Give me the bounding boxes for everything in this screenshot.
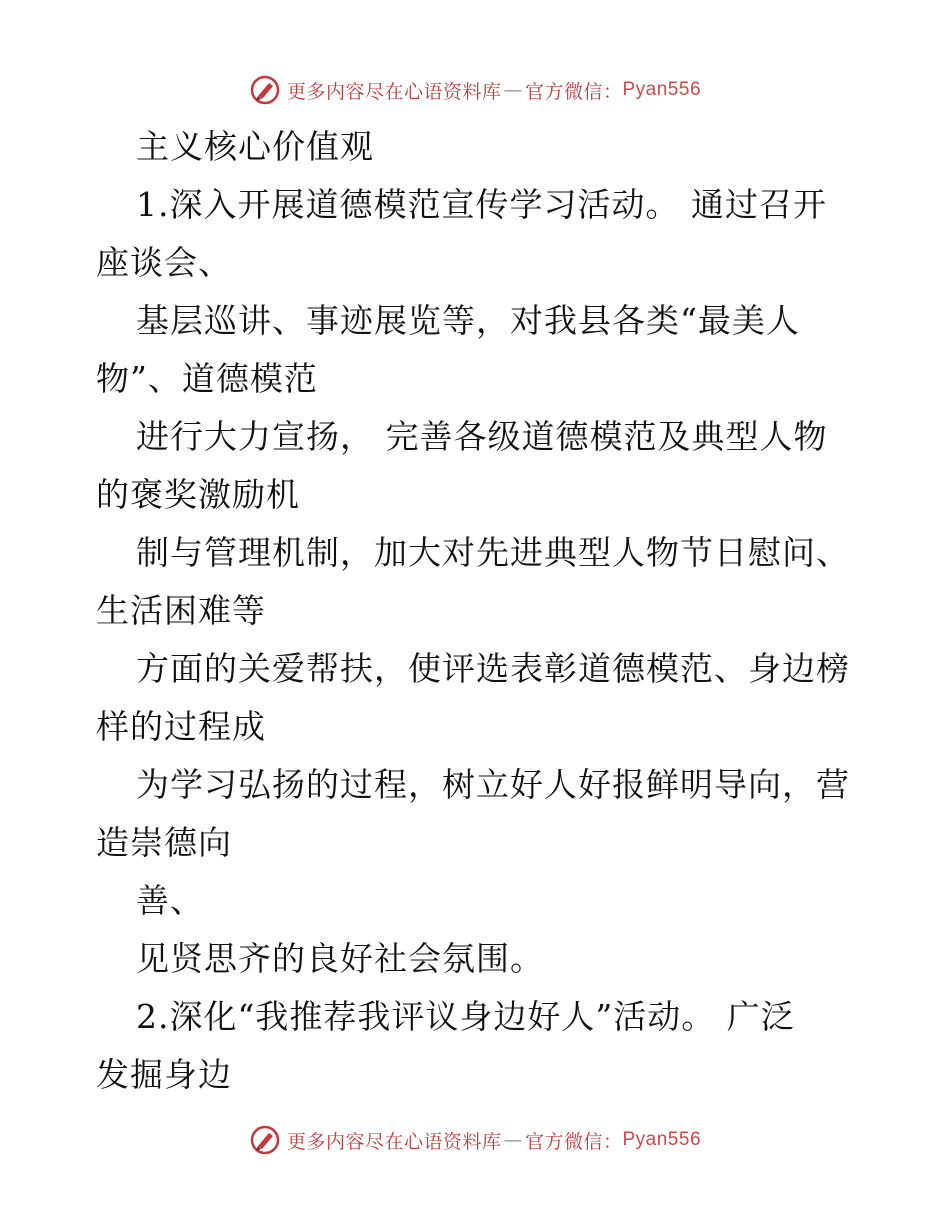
watermark-site-text: 更多内容尽在心语资料库	[286, 1130, 502, 1153]
watermark-account: Pyan556	[622, 79, 702, 100]
text-line: 物”、道德模范	[96, 359, 318, 398]
document-body	[96, 118, 876, 1104]
text-line: 基层巡讲、事迹展览等，对我县各类“最美人	[136, 301, 800, 340]
watermark-separator: —	[503, 79, 523, 101]
pen-logo-icon	[249, 1124, 281, 1156]
pen-logo-icon	[249, 74, 281, 106]
text-line: 2.深化“我推荐我评议身边好人”活动。 广泛	[136, 997, 795, 1036]
text-line: 座谈会、	[96, 243, 232, 282]
text-line: 样的过程成	[96, 707, 266, 746]
text-line: 方面的关爱帮扶，使评选表彰道德模范、身边榜	[136, 649, 850, 688]
watermark-wechat-label: 官方微信：	[524, 1130, 623, 1153]
text-line: 的褒奖激励机	[96, 475, 300, 514]
text-line: 生活困难等	[96, 591, 266, 630]
watermark-site-text: 更多内容尽在心语资料库	[286, 80, 502, 103]
text-line: 制与管理机制，加大对先进典型人物节日慰问、	[136, 533, 850, 572]
text-line: 善、	[136, 881, 204, 920]
watermark-account: Pyan556	[622, 1129, 702, 1150]
watermark-separator: —	[503, 1129, 523, 1151]
header-watermark	[0, 70, 950, 110]
text-line: 进行大力宣扬， 完善各级道德模范及典型人物	[136, 417, 828, 456]
text-line: 主义核心价值观	[136, 127, 374, 166]
text-line: 发掘身边	[96, 1055, 232, 1094]
text-line: 1.深入开展道德模范宣传学习活动。 通过召开	[136, 185, 827, 224]
text-line: 造崇德向	[96, 823, 232, 862]
footer-watermark	[0, 1120, 950, 1160]
text-line: 为学习弘扬的过程，树立好人好报鲜明导向，营	[136, 765, 850, 804]
watermark-wechat-label: 官方微信：	[524, 80, 623, 103]
text-line: 见贤思齐的良好社会氛围。	[136, 939, 544, 978]
